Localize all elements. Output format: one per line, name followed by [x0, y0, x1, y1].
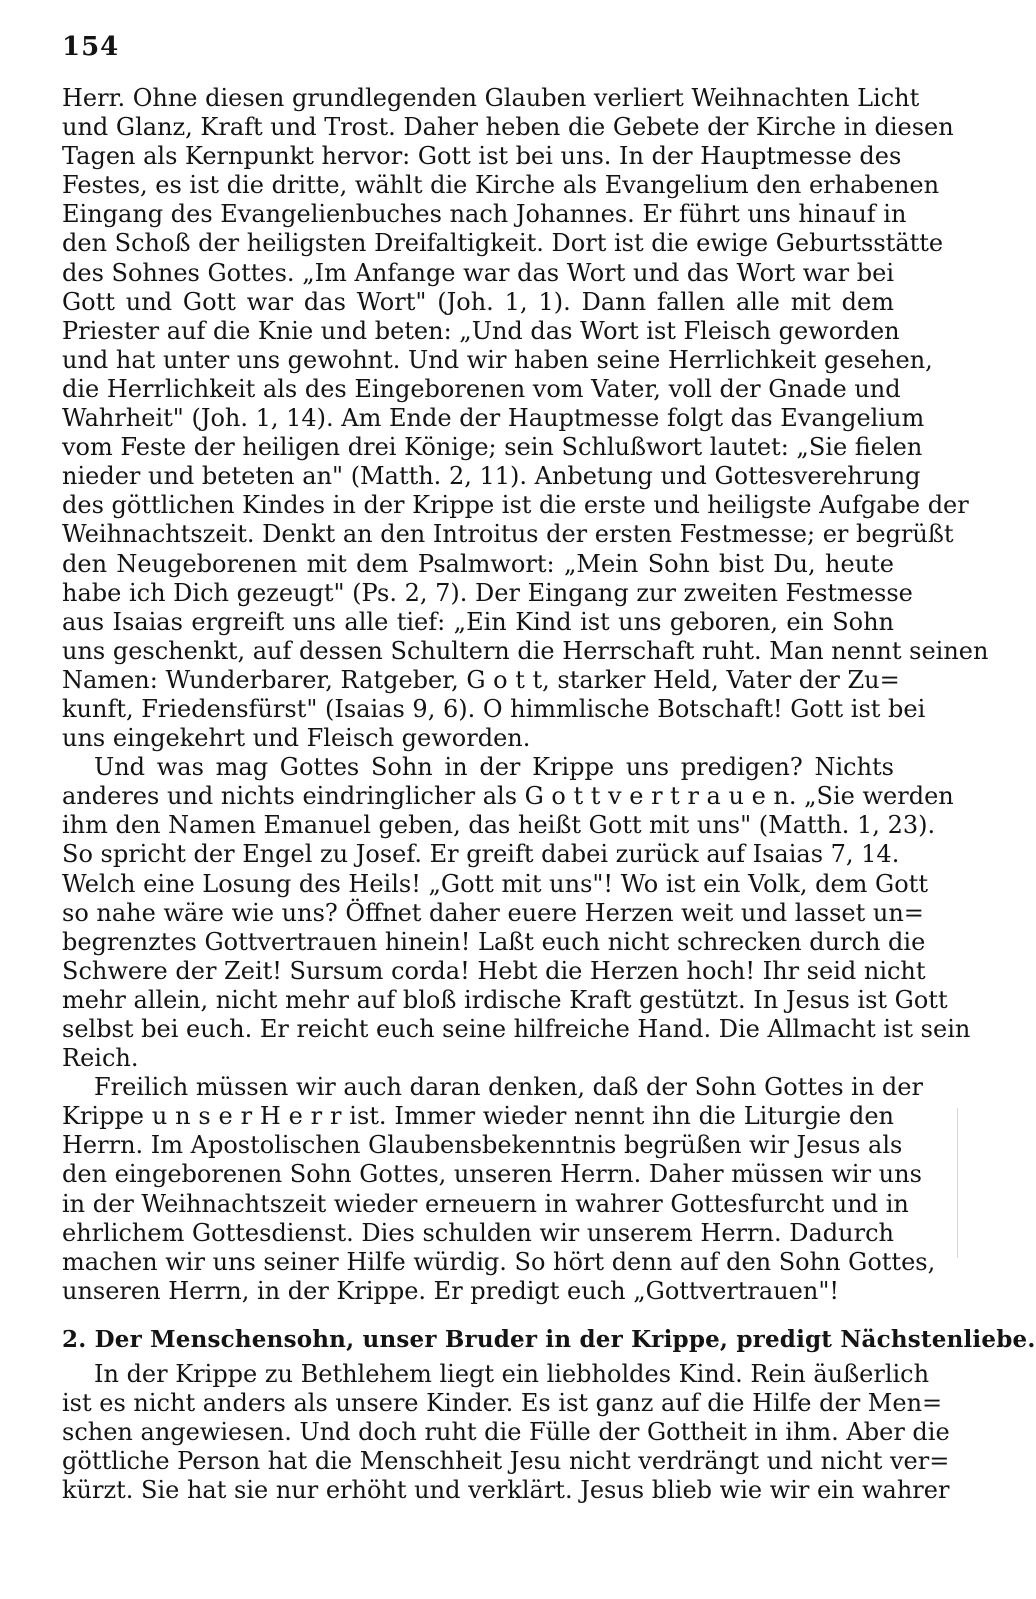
text-line: göttliche Person hat die Menschheit Jesu nicht verdrängt und nicht ver=: [62, 1447, 950, 1476]
text-line: aus Isaias ergreift uns alle tief: „Ein Kind ist uns geboren, ein Sohn: [62, 607, 894, 636]
text-line: Festes, es ist die dritte, wählt die Kirche als Evangelium den erhabenen: [62, 171, 940, 200]
scan-margin-mark: [957, 1108, 958, 1258]
text-line: Namen: Wunderbarer, Ratgeber, G o t t, starker Held, Vater der Zu=: [62, 665, 900, 694]
text-line: Wahrheit" (Joh. 1, 14). Am Ende der Hauptmesse folgt das Evangelium: [62, 404, 925, 433]
text-line: des göttlichen Kindes in der Krippe ist die erste und heiligste Aufgabe der: [62, 491, 969, 520]
text-line: ist es nicht anders als unsere Kinder. Es ist ganz auf die Hilfe der Men=: [62, 1389, 943, 1418]
body-text: [62, 84, 1036, 1506]
text-line: begrenztes Gottvertrauen hinein! Laßt euch nicht schrecken durch die: [62, 927, 926, 956]
text-line: habe ich Dich gezeugt" (Ps. 2, 7). Der Eingang zur zweiten Festmesse: [62, 578, 913, 607]
text-line: kürzt. Sie hat sie nur erhöht und verklärt. Jesus blieb wie wir ein wahrer: [62, 1476, 950, 1505]
text-line: Krippe u n s e r H e r r ist. Immer wieder nennt ihn die Liturgie den: [62, 1102, 894, 1131]
text-line: den eingeborenen Sohn Gottes, unseren Herrn. Daher müssen wir uns: [62, 1160, 922, 1189]
text-line: So spricht der Engel zu Josef. Er greift dabei zurück auf Isaias 7, 14.: [62, 840, 900, 869]
text-line: Und was mag Gottes Sohn in der Krippe uns predigen? Nichts: [94, 753, 894, 782]
text-line: Eingang des Evangelienbuches nach Johannes. Er führt uns hinauf in: [62, 200, 907, 229]
section-heading: 2. Der Menschensohn, unser Bruder in der Krippe, predigt Nächstenliebe.: [62, 1325, 1036, 1353]
section-gap: [62, 1306, 894, 1325]
text-line: und hat unter uns gewohnt. Und wir haben seine Herrlichkeit gesehen,: [62, 345, 933, 374]
text-line: des Sohnes Gottes. „Im Anfange war das Wort und das Wort war bei: [62, 258, 894, 287]
text-line: kunft, Friedensfürst" (Isaias 9, 6). O himmlische Botschaft! Gott ist bei: [62, 694, 926, 723]
text-line: In der Krippe zu Bethlehem liegt ein liebholdes Kind. Rein äußerlich: [94, 1360, 930, 1389]
text-line: in der Weihnachtszeit wieder erneuern in wahrer Gottesfurcht und in: [62, 1189, 909, 1218]
text-line: uns geschenkt, auf dessen Schultern die Herrschaft ruht. Man nennt seinen: [62, 636, 989, 665]
text-line: Herr. Ohne diesen grundlegenden Glauben verliert Weihnachten Licht: [62, 84, 920, 112]
text-line: die Herrlichkeit als des Eingeborenen vom Vater, voll der Gnade und: [62, 374, 901, 403]
text-line: Schwere der Zeit! Sursum corda! Hebt die Herzen hoch! Ihr seid nicht: [62, 956, 926, 985]
text-line: und Glanz, Kraft und Trost. Daher heben die Gebete der Kirche in diesen: [62, 113, 954, 142]
text-line: den Schoß der heiligsten Dreifaltigkeit. Dort ist die ewige Geburtsstätte: [62, 229, 944, 258]
text-line: uns eingekehrt und Fleisch geworden.: [62, 724, 531, 753]
text-line: nieder und beteten an" (Matth. 2, 11). Anbetung und Gottesverehrung: [62, 462, 921, 491]
text-line: mehr allein, nicht mehr auf bloß irdische Kraft gestützt. In Jesus ist Gott: [62, 985, 948, 1014]
text-line: Weihnachtszeit. Denkt an den Introitus der ersten Festmesse; er begrüßt: [62, 520, 954, 549]
text-line: den Neugeborenen mit dem Psalmwort: „Mein Sohn bist Du, heute: [62, 549, 894, 578]
text-line: ehrlichem Gottesdienst. Dies schulden wir unserem Herrn. Dadurch: [62, 1218, 894, 1247]
text-line: ihm den Namen Emanuel geben, das heißt Gott mit uns" (Matth. 1, 23).: [62, 811, 936, 840]
text-line: anderes und nichts eindringlicher als G o t t v e r t r a u e n. „Sie werden: [62, 782, 954, 811]
page-number: 154: [62, 32, 120, 62]
text-line: Freilich müssen wir auch daran denken, daß der Sohn Gottes in der: [94, 1073, 923, 1102]
text-line: Reich.: [62, 1044, 139, 1073]
text-line: so nahe wäre wie uns? Öffnet daher euere Herzen weit und lasset un=: [62, 898, 924, 927]
text-line: selbst bei euch. Er reicht euch seine hilfreiche Hand. Die Allmacht ist sein: [62, 1015, 971, 1043]
text-line: Herrn. Im Apostolischen Glaubensbekenntnis begrüßen wir Jesus als: [62, 1131, 903, 1160]
text-line: unseren Herrn, in der Krippe. Er predigt euch „Gottvertrauen"!: [62, 1276, 840, 1305]
text-line: Gott und Gott war das Wort" (Joh. 1, 1). Dann fallen alle mit dem: [62, 287, 894, 316]
text-line: Welch eine Losung des Heils! „Gott mit uns"! Wo ist ein Volk, dem Gott: [62, 869, 928, 898]
text-line: Priester auf die Knie und beten: „Und das Wort ist Fleisch geworden: [62, 316, 900, 345]
text-line: schen angewiesen. Und doch ruht die Fülle der Gottheit in ihm. Aber die: [62, 1418, 950, 1447]
text-line: vom Feste der heiligen drei Könige; sein Schlußwort lautet: „Sie fielen: [62, 433, 923, 462]
text-line: Tagen als Kernpunkt hervor: Gott ist bei uns. In der Hauptmesse des: [62, 142, 902, 171]
text-line: machen wir uns seiner Hilfe würdig. So hört denn auf den Sohn Gottes,: [62, 1247, 936, 1276]
